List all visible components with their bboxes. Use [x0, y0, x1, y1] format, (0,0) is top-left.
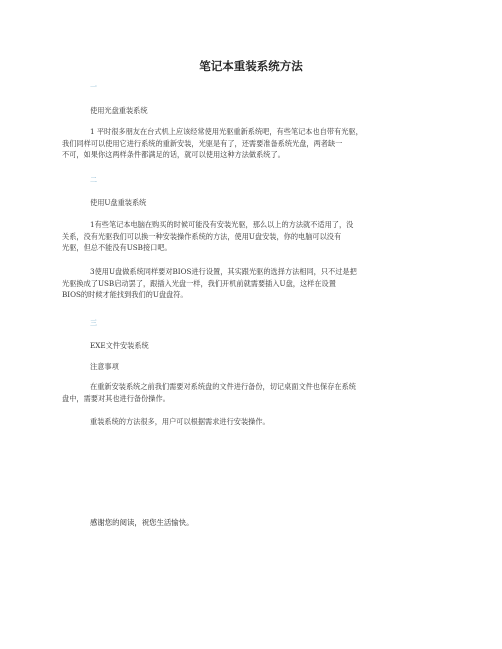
paragraph-line: 光驱，但总不能没有USB接口吧。: [62, 243, 172, 252]
paragraph-line: 重装系统的方法很多，用户可以根据需求进行安装操作。: [90, 417, 270, 426]
section-3-paragraph-1: [62, 381, 442, 404]
paragraph-line: 关系，没有光驱我们可以换一种安装操作系统的方法，使用U盘安装，你的电脑可以没有: [62, 231, 342, 241]
paragraph-line: 光驱换成了USB启动罢了，跟插入光盘一样，我们开机前就需要插入U盘，这样在设置: [62, 278, 336, 288]
section-number-3: 三: [90, 319, 97, 327]
section-heading-2: 使用U盘重装系统: [90, 198, 147, 207]
paragraph-line: 我们同样可以使用它进行系统的重新安装，光驱是有了，还需要准备系统光盘，两者缺一: [62, 138, 343, 148]
section-number-2: 二: [90, 176, 97, 184]
paragraph-line: 1有些笔记本电脑在购买的时候可能没有安装光驱，那么以上的方法就不适用了，没: [90, 220, 354, 229]
paragraph-line: 在重新安装系统之前我们需要对系统盘的文件进行备份，切记桌面文件也保存在系统: [90, 382, 356, 391]
section-number-1: 一: [90, 83, 97, 91]
section-1-paragraph-1: [62, 126, 442, 161]
document-title: 笔记本重装系统方法: [199, 59, 303, 73]
paragraph-line: 3使用U盘做系统同样要对BIOS进行设置，其实跟光驱的选择方法相同，只不过是把: [90, 267, 357, 276]
section-heading-3: EXE文件安装系统: [90, 341, 149, 350]
paragraph-line: 不可，如果你这两样条件都满足的话，就可以使用这种方法做系统了。: [62, 150, 285, 159]
closing-note: 感谢您的阅读，祝您生活愉快。: [90, 518, 194, 527]
section-heading-1: 使用光盘重装系统: [90, 106, 148, 115]
paragraph-line: 1 平时很多朋友在台式机上应该经常使用光驱重新系统吧，有些笔记本也自带有光驱，: [90, 127, 363, 136]
section-2-paragraph-1: [62, 219, 442, 254]
section-2-paragraph-2: [62, 266, 442, 301]
section-subheading-3: 注意事项: [90, 362, 119, 371]
paragraph-line: BIOS的时候才能找到我们的U盘盘符。: [62, 290, 188, 299]
paragraph-line: 盘中，需要对其也进行备份操作。: [62, 393, 170, 403]
section-3-paragraph-2: [62, 416, 442, 428]
